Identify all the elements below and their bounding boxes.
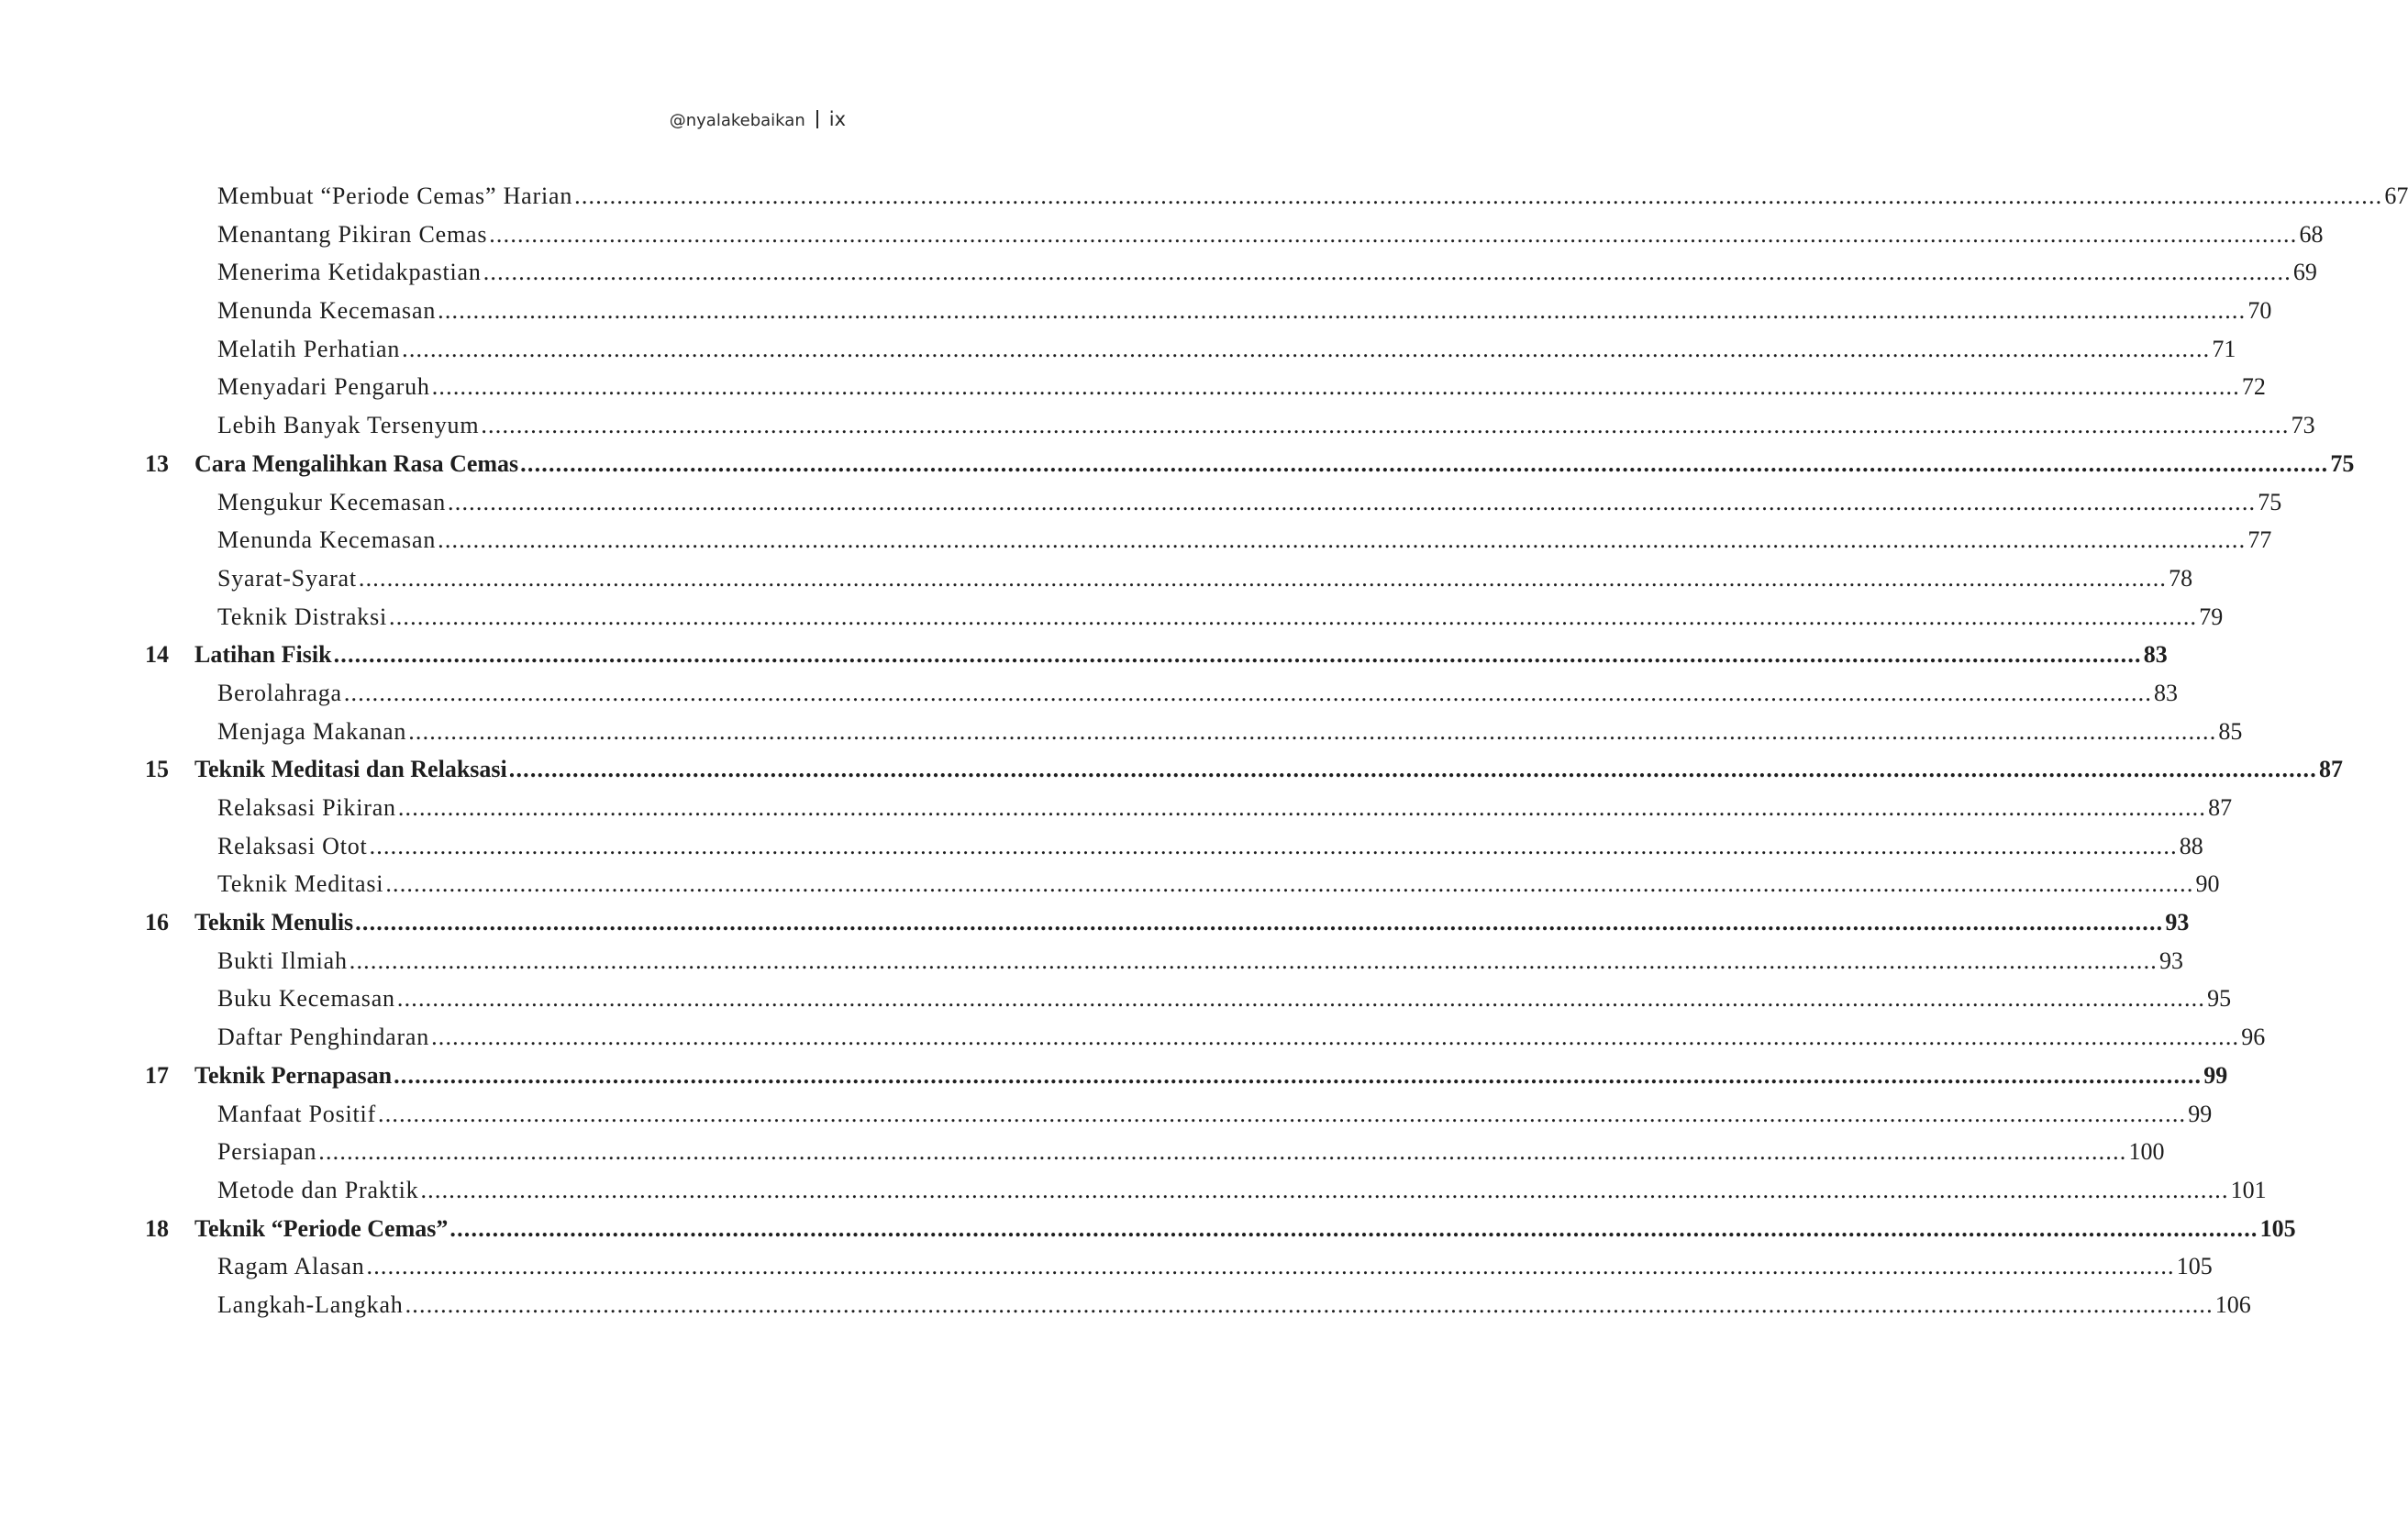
toc-section-row — [0, 713, 2243, 751]
page-reference: 87 — [2208, 794, 2233, 821]
section-title: Berolahraga — [217, 679, 342, 706]
dot-leader: ................................................................................................................................................................................................................................................................ — [369, 832, 2178, 859]
toc-entry — [217, 674, 2179, 713]
section-title: Teknik Distraksi — [217, 603, 388, 630]
chapter-number: 15 — [145, 756, 169, 783]
dot-leader: ................................................................................................................................................................................................................................................................ — [481, 412, 2290, 439]
table-of-contents — [0, 177, 2408, 1324]
toc-chapter-row — [0, 750, 2343, 789]
page-reference: 85 — [2218, 717, 2243, 745]
header-divider — [816, 110, 818, 128]
dot-leader: ................................................................................................................................................................................................................................................................ — [355, 909, 2164, 936]
toc-section-row — [0, 674, 2179, 713]
section-title: Melatih Perhatian — [217, 335, 401, 362]
toc-entry — [217, 253, 2317, 292]
toc-entry — [194, 903, 2190, 942]
chapter-title: Teknik “Periode Cemas” — [194, 1214, 449, 1242]
toc-entry — [194, 636, 2168, 674]
chapter-title: Teknik Menulis — [194, 909, 354, 936]
chapter-number: 13 — [145, 449, 169, 477]
page-reference: 71 — [2212, 335, 2236, 362]
toc-section-row — [0, 827, 2203, 866]
toc-entry — [217, 483, 2282, 522]
chapter-title: Teknik Meditasi dan Relaksasi — [194, 756, 507, 783]
page-reference: 105 — [2259, 1214, 2296, 1242]
toc-entry — [217, 789, 2233, 827]
dot-leader: ................................................................................................................................................................................................................................................................ — [385, 870, 2194, 898]
page-header — [0, 108, 846, 130]
chapter-number: 18 — [145, 1214, 169, 1242]
page-reference: 87 — [2318, 756, 2343, 783]
page-reference: 105 — [2176, 1253, 2213, 1280]
dot-leader: ................................................................................................................................................................................................................................................................ — [489, 220, 2298, 248]
dot-leader: ................................................................................................................................................................................................................................................................ — [574, 183, 2383, 209]
chapter-title: Latihan Fisik — [194, 641, 332, 669]
toc-chapter-row — [0, 903, 2190, 942]
page-reference: 79 — [2199, 603, 2224, 630]
dot-leader: ................................................................................................................................................................................................................................................................ — [318, 1138, 2127, 1166]
dot-leader: ................................................................................................................................................................................................................................................................ — [343, 679, 2153, 706]
page-number: ix — [828, 108, 846, 130]
dot-leader: ................................................................................................................................................................................................................................................................ — [483, 259, 2291, 286]
dot-leader: ................................................................................................................................................................................................................................................................ — [397, 794, 2207, 821]
chapter-number: 17 — [145, 1061, 169, 1089]
dot-leader: ................................................................................................................................................................................................................................................................ — [402, 335, 2211, 362]
dot-leader: ................................................................................................................................................................................................................................................................ — [349, 947, 2158, 974]
page-reference: 73 — [2291, 412, 2315, 439]
toc-entry — [217, 292, 2272, 330]
toc-entry — [194, 750, 2343, 789]
toc-entry — [217, 330, 2236, 369]
toc-section-row — [0, 942, 2183, 980]
section-title: Mengukur Kecemasan — [217, 488, 447, 515]
toc-section-row — [0, 368, 2266, 406]
dot-leader: ................................................................................................................................................................................................................................................................ — [438, 526, 2247, 554]
toc-entry — [194, 1057, 2228, 1095]
section-title: Menerima Ketidakpastian — [217, 259, 482, 286]
toc-section-row — [0, 1286, 2251, 1324]
toc-entry — [217, 216, 2324, 254]
section-title: Lebih Banyak Tersenyum — [217, 412, 480, 439]
dot-leader: ................................................................................................................................................................................................................................................................ — [438, 297, 2247, 325]
toc-section-row — [0, 292, 2272, 330]
toc-entry — [217, 1171, 2267, 1210]
page-reference: 77 — [2247, 526, 2272, 554]
dot-leader: ................................................................................................................................................................................................................................................................ — [396, 985, 2206, 1013]
toc-chapter-row — [0, 1210, 2296, 1248]
toc-section-row — [0, 483, 2282, 522]
page-reference: 75 — [2258, 488, 2282, 515]
dot-leader: ................................................................................................................................................................................................................................................................ — [420, 1176, 2229, 1203]
toc-section-row — [0, 1095, 2213, 1134]
page-reference: 72 — [2241, 373, 2266, 401]
section-title: Syarat-Syarat — [217, 564, 357, 592]
dot-leader: ................................................................................................................................................................................................................................................................ — [448, 488, 2257, 515]
dot-leader: ................................................................................................................................................................................................................................................................ — [408, 717, 2217, 745]
toc-chapter-row — [0, 636, 2168, 674]
toc-entry — [217, 827, 2203, 866]
toc-entry — [217, 598, 2224, 637]
page-reference: 83 — [2143, 641, 2168, 669]
chapter-number: 14 — [145, 641, 169, 669]
dot-leader: ................................................................................................................................................................................................................................................................ — [431, 373, 2240, 401]
toc-entry — [217, 406, 2315, 445]
toc-entry — [217, 980, 2232, 1018]
dot-leader: ................................................................................................................................................................................................................................................................ — [394, 1061, 2203, 1089]
page-reference: 67 — [2384, 183, 2408, 209]
page-reference: 70 — [2247, 297, 2272, 325]
page-reference: 90 — [2195, 870, 2220, 898]
chapter-number: 16 — [145, 909, 169, 936]
page-reference: 78 — [2169, 564, 2193, 592]
toc-entry — [217, 1286, 2251, 1324]
toc-entry — [194, 445, 2355, 483]
page-reference: 99 — [2188, 1100, 2213, 1127]
toc-section-row — [0, 521, 2272, 559]
toc-section-row — [0, 253, 2317, 292]
section-title: Menjaga Makanan — [217, 717, 407, 745]
section-title: Menyadari Pengaruh — [217, 373, 430, 401]
toc-entry — [217, 1095, 2213, 1134]
toc-section-row — [0, 1247, 2213, 1286]
section-title: Bukti Ilmiah — [217, 947, 348, 974]
section-title: Relaksasi Pikiran — [217, 794, 396, 821]
section-title: Daftar Penghindaran — [217, 1024, 430, 1051]
section-title: Teknik Meditasi — [217, 870, 384, 898]
toc-section-row — [0, 1018, 2266, 1057]
section-title: Buku Kecemasan — [217, 985, 395, 1013]
dot-leader: ................................................................................................................................................................................................................................................................ — [520, 449, 2329, 477]
toc-section-row — [0, 330, 2236, 369]
dot-leader: ................................................................................................................................................................................................................................................................ — [389, 603, 2198, 630]
page-reference: 99 — [2203, 1061, 2228, 1089]
section-title: Membuat “Periode Cemas” Harian — [217, 183, 573, 209]
toc-section-row — [0, 559, 2193, 598]
page-reference: 100 — [2128, 1138, 2165, 1166]
page-reference: 75 — [2330, 449, 2355, 477]
toc-section-row — [0, 406, 2315, 445]
dot-leader: ................................................................................................................................................................................................................................................................ — [508, 756, 2317, 783]
section-title: Ragam Alasan — [217, 1253, 365, 1280]
toc-entry — [217, 865, 2220, 903]
toc-entry — [217, 1133, 2165, 1171]
dot-leader: ................................................................................................................................................................................................................................................................ — [431, 1024, 2240, 1051]
section-title: Persiapan — [217, 1138, 317, 1166]
section-title: Langkah-Langkah — [217, 1290, 404, 1318]
page-reference: 106 — [2214, 1290, 2251, 1318]
toc-chapter-row — [0, 445, 2355, 483]
section-title: Relaksasi Otot — [217, 832, 368, 859]
page-reference: 68 — [2299, 220, 2324, 248]
toc-section-row — [0, 789, 2233, 827]
dot-leader: ................................................................................................................................................................................................................................................................ — [449, 1214, 2258, 1242]
page-reference: 101 — [2230, 1176, 2267, 1203]
page-reference: 88 — [2179, 832, 2203, 859]
toc-entry — [217, 942, 2183, 980]
toc-entry — [217, 368, 2266, 406]
toc-section-row — [0, 865, 2220, 903]
page-reference: 93 — [2158, 947, 2183, 974]
toc-section-row — [0, 598, 2224, 637]
dot-leader: ................................................................................................................................................................................................................................................................ — [333, 641, 2142, 669]
author-handle: @nyalakebaikan — [669, 111, 805, 130]
page-reference: 93 — [2165, 909, 2190, 936]
dot-leader: ................................................................................................................................................................................................................................................................ — [405, 1290, 2214, 1318]
toc-entry — [217, 1018, 2266, 1057]
toc-entry — [194, 1210, 2296, 1248]
toc-section-row — [0, 980, 2232, 1018]
section-title: Menunda Kecemasan — [217, 297, 437, 325]
chapter-title: Teknik Pernapasan — [194, 1061, 393, 1089]
dot-leader: ................................................................................................................................................................................................................................................................ — [378, 1100, 2187, 1127]
toc-chapter-row — [0, 1057, 2228, 1095]
toc-section-row — [0, 1171, 2267, 1210]
toc-section-row — [0, 177, 2408, 216]
section-title: Metode dan Praktik — [217, 1176, 419, 1203]
toc-entry — [217, 559, 2193, 598]
toc-entry — [217, 521, 2272, 559]
page-reference: 83 — [2154, 679, 2179, 706]
page-reference: 69 — [2292, 259, 2317, 286]
toc-section-row — [0, 216, 2324, 254]
toc-entry — [217, 713, 2243, 751]
section-title: Menantang Pikiran Cemas — [217, 220, 488, 248]
page-reference: 95 — [2207, 985, 2232, 1013]
section-title: Menunda Kecemasan — [217, 526, 437, 554]
dot-leader: ................................................................................................................................................................................................................................................................ — [366, 1253, 2175, 1280]
toc-entry — [217, 177, 2408, 216]
section-title: Manfaat Positif — [217, 1100, 377, 1127]
toc-section-row — [0, 1133, 2165, 1171]
dot-leader: ................................................................................................................................................................................................................................................................ — [358, 564, 2168, 592]
page-reference: 96 — [2241, 1024, 2266, 1051]
toc-entry — [217, 1247, 2213, 1286]
chapter-title: Cara Mengalihkan Rasa Cemas — [194, 449, 519, 477]
